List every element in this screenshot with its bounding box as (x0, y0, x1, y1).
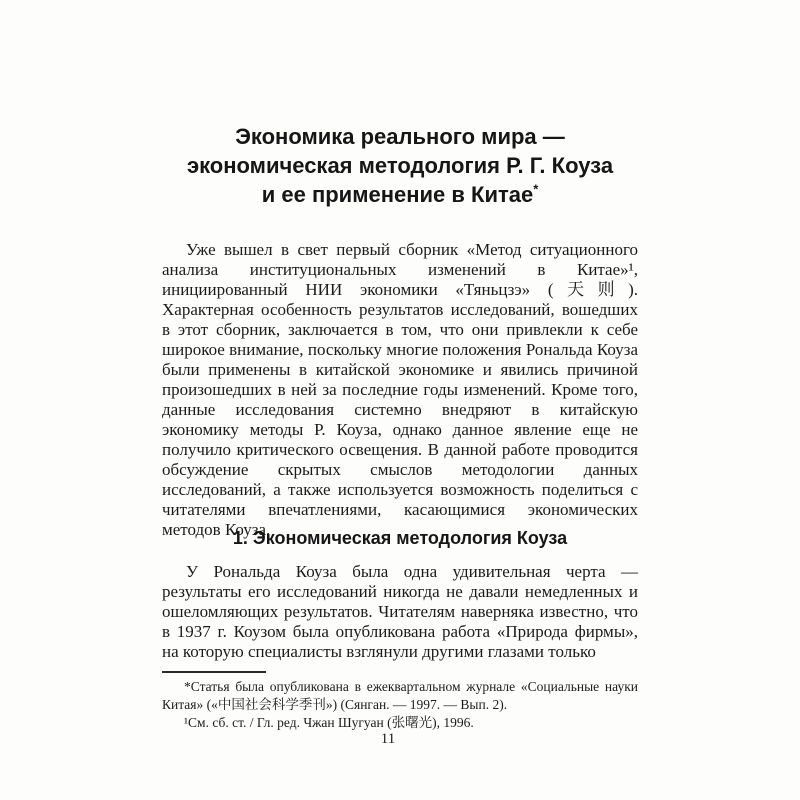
intro-paragraph: Уже вышел в свет первый сборник «Метод ситуационного анализа институциональных изменений в Китае»¹, инициированный НИИ экономики «Тяньцзэ» (天则). Характерная особенность результатов исследований, вошедших в этот сборник, заключается в том, что они привлекли к себе широкое внимание, поскольку многие положения Рональда Коуза были применены в китайской экономике и явились причиной произошедших в ней за последние годы изменений. Кроме того, данные исследования системно внедряют в китайскую экономику методы Р. Коуза, однако данное явление еще не получило критического освещения. В данной работе проводится обсуждение скрытых смыслов методологии данных исследований, а также используется возможность поделиться с читателями впечатлениями, касающимися экономических методов Коуза. (162, 240, 638, 539)
footnote-divider (162, 671, 266, 673)
title-footnote-marker: * (533, 181, 539, 197)
section-heading: 1. Экономическая методология Коуза (232, 528, 568, 548)
article-title-line-3 (162, 180, 638, 209)
footnotes-block (162, 678, 638, 732)
article-title (162, 122, 638, 209)
page-number: 11 (380, 731, 396, 747)
article-title-line-1: Экономика реального мира — (235, 124, 565, 149)
footnote-one: ¹См. сб. ст. / Гл. ред. Чжан Шугуан (张曙光), 1996. (184, 715, 474, 730)
article-title-line-3-text: и ее применение в Китае (261, 182, 534, 207)
article-title-line-2: экономическая методология Р. Г. Коуза (186, 153, 614, 178)
section-paragraph: У Рональда Коуза была одна удивительная черта — результаты его исследований никогда не давали немедленных и ошеломляющих результатов. Читателям наверняка известно, что в 1937 г. Коузом была опубликована работа «Природа фирмы», на которую специалисты взглянули другими глазами только (162, 562, 638, 661)
footnote-star: *Статья была опубликована в ежеквартальном журнале «Социальные науки Китая» («中国社会科学季刊») (Сянган. — 1997. — Вып. 2). (162, 679, 638, 712)
